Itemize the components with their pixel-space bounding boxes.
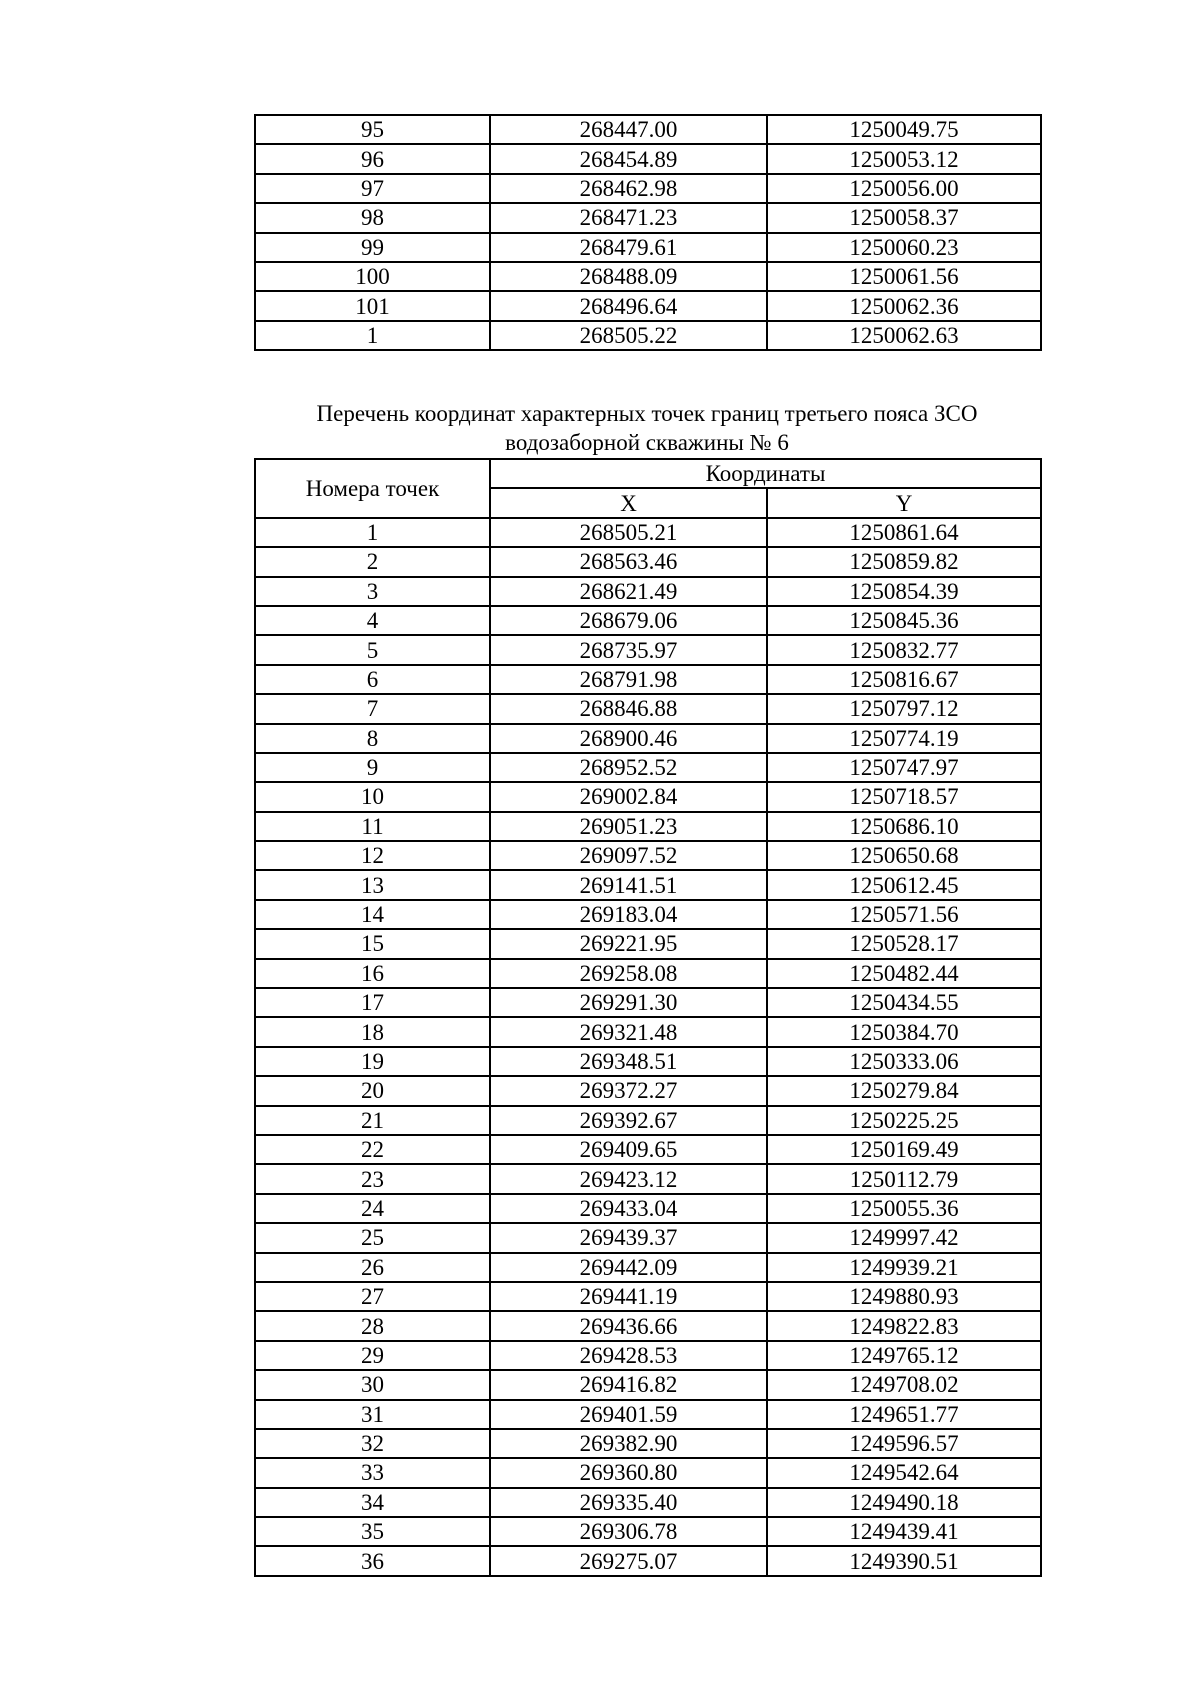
y-coordinate-cell: 1250058.37	[767, 203, 1041, 232]
table-row	[255, 203, 1041, 232]
x-coordinate-cell: 269409.65	[490, 1135, 767, 1164]
table-row	[255, 1341, 1041, 1370]
point-number-cell: 6	[255, 665, 490, 694]
point-number-cell: 33	[255, 1458, 490, 1487]
table-row	[255, 929, 1041, 958]
table-row	[255, 1311, 1041, 1340]
y-coordinate-cell: 1249596.57	[767, 1429, 1041, 1458]
table-row	[255, 115, 1041, 144]
y-coordinate-cell: 1250055.36	[767, 1194, 1041, 1223]
table-row	[255, 174, 1041, 203]
y-coordinate-cell: 1249542.64	[767, 1458, 1041, 1487]
y-coordinate-cell: 1250333.06	[767, 1047, 1041, 1076]
header-x: X	[490, 488, 767, 517]
point-number-cell: 32	[255, 1429, 490, 1458]
x-coordinate-cell: 269423.12	[490, 1164, 767, 1193]
point-number-cell: 31	[255, 1400, 490, 1429]
x-coordinate-cell: 269097.52	[490, 841, 767, 870]
y-coordinate-cell: 1250797.12	[767, 694, 1041, 723]
table-row	[255, 144, 1041, 173]
point-number-cell: 97	[255, 174, 490, 203]
table-row	[255, 518, 1041, 547]
x-coordinate-cell: 268471.23	[490, 203, 767, 232]
table-body	[255, 115, 1041, 350]
point-number-cell: 26	[255, 1253, 490, 1282]
section-title	[254, 399, 1040, 457]
point-number-cell: 25	[255, 1223, 490, 1252]
y-coordinate-cell: 1250861.64	[767, 518, 1041, 547]
x-coordinate-cell: 268454.89	[490, 144, 767, 173]
point-number-cell: 99	[255, 233, 490, 262]
header-y: Y	[767, 488, 1041, 517]
y-coordinate-cell: 1250053.12	[767, 144, 1041, 173]
table-row	[255, 1194, 1041, 1223]
point-number-cell: 30	[255, 1370, 490, 1399]
x-coordinate-cell: 268505.22	[490, 321, 767, 350]
table-row	[255, 262, 1041, 291]
table-row	[255, 1164, 1041, 1193]
point-number-cell: 16	[255, 959, 490, 988]
x-coordinate-cell: 268621.49	[490, 577, 767, 606]
point-number-cell: 98	[255, 203, 490, 232]
table-row	[255, 1517, 1041, 1546]
y-coordinate-cell: 1250859.82	[767, 547, 1041, 576]
x-coordinate-cell: 269360.80	[490, 1458, 767, 1487]
section-title-line-2: водозаборной скважины № 6	[505, 430, 789, 455]
point-number-cell: 7	[255, 694, 490, 723]
point-number-cell: 3	[255, 577, 490, 606]
point-number-cell: 14	[255, 900, 490, 929]
point-number-cell: 100	[255, 262, 490, 291]
y-coordinate-cell: 1249390.51	[767, 1546, 1041, 1575]
coordinates-table-continued	[254, 114, 1042, 351]
y-coordinate-cell: 1249997.42	[767, 1223, 1041, 1252]
y-coordinate-cell: 1249651.77	[767, 1400, 1041, 1429]
point-number-cell: 20	[255, 1076, 490, 1105]
point-number-cell: 23	[255, 1164, 490, 1193]
point-number-cell: 18	[255, 1017, 490, 1046]
table-row	[255, 1488, 1041, 1517]
y-coordinate-cell: 1249708.02	[767, 1370, 1041, 1399]
y-coordinate-cell: 1250718.57	[767, 782, 1041, 811]
table-row	[255, 1400, 1041, 1429]
table-row	[255, 577, 1041, 606]
x-coordinate-cell: 269392.67	[490, 1106, 767, 1135]
point-number-cell: 24	[255, 1194, 490, 1223]
point-number-cell: 101	[255, 291, 490, 320]
table-body	[255, 518, 1041, 1576]
table-row	[255, 665, 1041, 694]
point-number-cell: 35	[255, 1517, 490, 1546]
y-coordinate-cell: 1250384.70	[767, 1017, 1041, 1046]
point-number-cell: 1	[255, 518, 490, 547]
table-row	[255, 233, 1041, 262]
table-row	[255, 1253, 1041, 1282]
table-row	[255, 1546, 1041, 1575]
x-coordinate-cell: 269401.59	[490, 1400, 767, 1429]
point-number-cell: 21	[255, 1106, 490, 1135]
section-title-line-1: Перечень координат характерных точек границ третьего пояса ЗСО	[316, 401, 978, 426]
table-row	[255, 900, 1041, 929]
x-coordinate-cell: 268900.46	[490, 724, 767, 753]
point-number-cell: 12	[255, 841, 490, 870]
y-coordinate-cell: 1250612.45	[767, 870, 1041, 899]
table-row	[255, 988, 1041, 1017]
header-point-numbers: Номера точек	[255, 459, 490, 518]
y-coordinate-cell: 1250482.44	[767, 959, 1041, 988]
x-coordinate-cell: 269372.27	[490, 1076, 767, 1105]
x-coordinate-cell: 269275.07	[490, 1546, 767, 1575]
y-coordinate-cell: 1249765.12	[767, 1341, 1041, 1370]
table-row	[255, 321, 1041, 350]
y-coordinate-cell: 1250832.77	[767, 635, 1041, 664]
table-row	[255, 812, 1041, 841]
coordinates-table	[254, 458, 1042, 1577]
y-coordinate-cell: 1249822.83	[767, 1311, 1041, 1340]
point-number-cell: 5	[255, 635, 490, 664]
table-row	[255, 547, 1041, 576]
x-coordinate-cell: 269335.40	[490, 1488, 767, 1517]
x-coordinate-cell: 269291.30	[490, 988, 767, 1017]
table-row	[255, 841, 1041, 870]
x-coordinate-cell: 268563.46	[490, 547, 767, 576]
point-number-cell: 9	[255, 753, 490, 782]
x-coordinate-cell: 268488.09	[490, 262, 767, 291]
point-number-cell: 11	[255, 812, 490, 841]
table-row	[255, 1076, 1041, 1105]
y-coordinate-cell: 1250169.49	[767, 1135, 1041, 1164]
x-coordinate-cell: 269428.53	[490, 1341, 767, 1370]
point-number-cell: 15	[255, 929, 490, 958]
x-coordinate-cell: 269442.09	[490, 1253, 767, 1282]
x-coordinate-cell: 269321.48	[490, 1017, 767, 1046]
y-coordinate-cell: 1250571.56	[767, 900, 1041, 929]
x-coordinate-cell: 268496.64	[490, 291, 767, 320]
x-coordinate-cell: 268679.06	[490, 606, 767, 635]
x-coordinate-cell: 269141.51	[490, 870, 767, 899]
point-number-cell: 36	[255, 1546, 490, 1575]
point-number-cell: 4	[255, 606, 490, 635]
y-coordinate-cell: 1249939.21	[767, 1253, 1041, 1282]
y-coordinate-cell: 1250060.23	[767, 233, 1041, 262]
point-number-cell: 22	[255, 1135, 490, 1164]
table-row	[255, 635, 1041, 664]
table-row	[255, 694, 1041, 723]
y-coordinate-cell: 1250528.17	[767, 929, 1041, 958]
table-row	[255, 1370, 1041, 1399]
x-coordinate-cell: 268447.00	[490, 115, 767, 144]
x-coordinate-cell: 269439.37	[490, 1223, 767, 1252]
y-coordinate-cell: 1250112.79	[767, 1164, 1041, 1193]
y-coordinate-cell: 1250434.55	[767, 988, 1041, 1017]
header-row	[255, 459, 1041, 488]
y-coordinate-cell: 1250747.97	[767, 753, 1041, 782]
x-coordinate-cell: 269416.82	[490, 1370, 767, 1399]
table-row	[255, 1429, 1041, 1458]
y-coordinate-cell: 1250062.63	[767, 321, 1041, 350]
y-coordinate-cell: 1250279.84	[767, 1076, 1041, 1105]
table-header	[255, 459, 1041, 518]
point-number-cell: 1	[255, 321, 490, 350]
x-coordinate-cell: 269002.84	[490, 782, 767, 811]
point-number-cell: 34	[255, 1488, 490, 1517]
x-coordinate-cell: 269348.51	[490, 1047, 767, 1076]
x-coordinate-cell: 268479.61	[490, 233, 767, 262]
header-coordinates: Координаты	[490, 459, 1041, 488]
y-coordinate-cell: 1250056.00	[767, 174, 1041, 203]
y-coordinate-cell: 1250774.19	[767, 724, 1041, 753]
point-number-cell: 27	[255, 1282, 490, 1311]
x-coordinate-cell: 269433.04	[490, 1194, 767, 1223]
y-coordinate-cell: 1250049.75	[767, 115, 1041, 144]
x-coordinate-cell: 268791.98	[490, 665, 767, 694]
y-coordinate-cell: 1250845.36	[767, 606, 1041, 635]
y-coordinate-cell: 1250650.68	[767, 841, 1041, 870]
y-coordinate-cell: 1250686.10	[767, 812, 1041, 841]
x-coordinate-cell: 269441.19	[490, 1282, 767, 1311]
point-number-cell: 13	[255, 870, 490, 899]
table-row	[255, 724, 1041, 753]
point-number-cell: 28	[255, 1311, 490, 1340]
point-number-cell: 19	[255, 1047, 490, 1076]
x-coordinate-cell: 268505.21	[490, 518, 767, 547]
table-row	[255, 1458, 1041, 1487]
x-coordinate-cell: 268952.52	[490, 753, 767, 782]
point-number-cell: 2	[255, 547, 490, 576]
y-coordinate-cell: 1249880.93	[767, 1282, 1041, 1311]
x-coordinate-cell: 269382.90	[490, 1429, 767, 1458]
table-row	[255, 782, 1041, 811]
x-coordinate-cell: 269306.78	[490, 1517, 767, 1546]
point-number-cell: 29	[255, 1341, 490, 1370]
y-coordinate-cell: 1249490.18	[767, 1488, 1041, 1517]
table-row	[255, 870, 1041, 899]
y-coordinate-cell: 1250225.25	[767, 1106, 1041, 1135]
x-coordinate-cell: 269258.08	[490, 959, 767, 988]
x-coordinate-cell: 268462.98	[490, 174, 767, 203]
table-row	[255, 1106, 1041, 1135]
table-row	[255, 959, 1041, 988]
point-number-cell: 8	[255, 724, 490, 753]
x-coordinate-cell: 269221.95	[490, 929, 767, 958]
point-number-cell: 96	[255, 144, 490, 173]
table-row	[255, 606, 1041, 635]
x-coordinate-cell: 268735.97	[490, 635, 767, 664]
x-coordinate-cell: 268846.88	[490, 694, 767, 723]
x-coordinate-cell: 269183.04	[490, 900, 767, 929]
point-number-cell: 17	[255, 988, 490, 1017]
point-number-cell: 95	[255, 115, 490, 144]
point-number-cell: 10	[255, 782, 490, 811]
x-coordinate-cell: 269436.66	[490, 1311, 767, 1340]
table-row	[255, 1047, 1041, 1076]
table-row	[255, 1135, 1041, 1164]
y-coordinate-cell: 1249439.41	[767, 1517, 1041, 1546]
y-coordinate-cell: 1250816.67	[767, 665, 1041, 694]
y-coordinate-cell: 1250062.36	[767, 291, 1041, 320]
table-row	[255, 1223, 1041, 1252]
y-coordinate-cell: 1250854.39	[767, 577, 1041, 606]
table-row	[255, 291, 1041, 320]
table-row	[255, 1282, 1041, 1311]
table-row	[255, 1017, 1041, 1046]
y-coordinate-cell: 1250061.56	[767, 262, 1041, 291]
table-row	[255, 753, 1041, 782]
x-coordinate-cell: 269051.23	[490, 812, 767, 841]
